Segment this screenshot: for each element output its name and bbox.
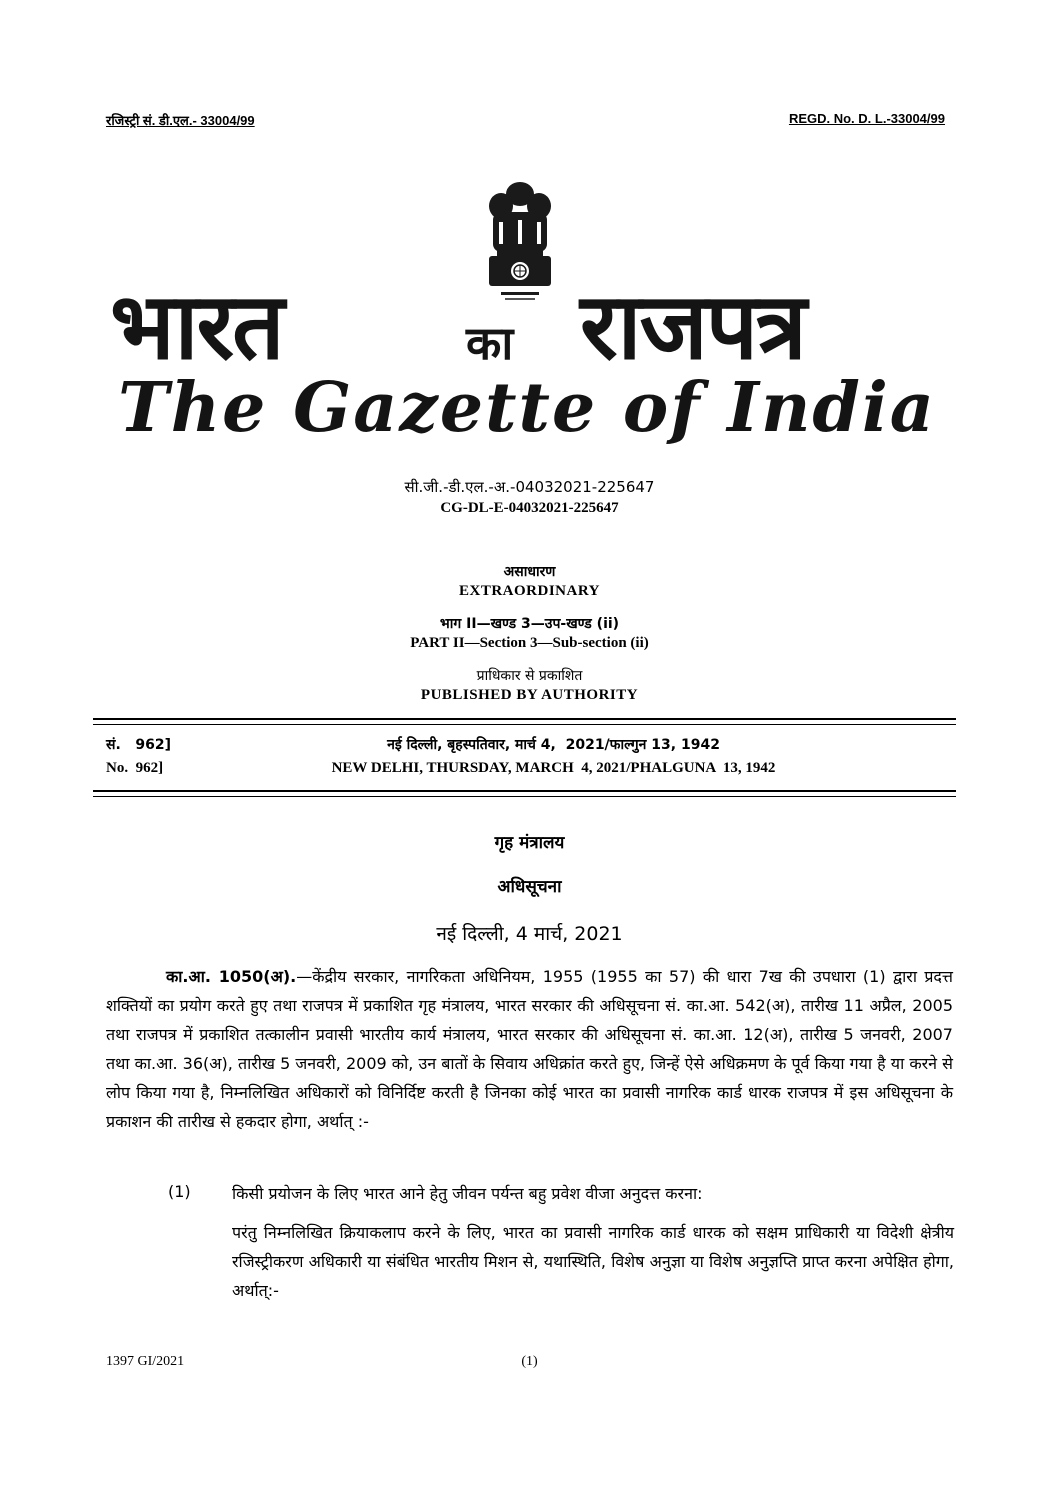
bottom-divider	[93, 790, 956, 792]
bottom-divider-thin	[93, 796, 956, 797]
masthead-hindi-rajpatra: राजपत्र	[580, 273, 805, 380]
notification-place-date: नई दिल्ली, 4 मार्च, 2021	[436, 923, 623, 945]
published-by-authority-hindi: प्राधिकार से प्रकाशित	[476, 668, 583, 684]
published-by-authority-english: PUBLISHED BY AUTHORITY	[420, 687, 639, 703]
issue-number-english: No. 962]	[106, 760, 164, 776]
list-item-text: किसी प्रयोजन के लिए भारत आने हेतु जीवन पर्यन्त बहु प्रवेश वीजा अनुदत्त करना:	[232, 1184, 703, 1203]
masthead-hindi	[110, 273, 950, 380]
top-divider-thin	[93, 724, 956, 725]
masthead-hindi-bharat: भारत	[110, 273, 283, 380]
extraordinary-hindi: असाधारण	[503, 564, 556, 580]
notification-paragraph	[106, 962, 953, 1136]
issue-number-hindi: सं. 962]	[106, 737, 172, 753]
notification-title: अधिसूचना	[497, 877, 562, 897]
registration-number-english: REGD. No. D. L.-33004/99	[788, 111, 945, 126]
order-number: का.आ. 1050(अ).	[166, 967, 297, 986]
part-section-hindi: भाग II—खण्ड 3—उप-खण्ड (ii)	[439, 616, 620, 632]
extraordinary-english: EXTRAORDINARY	[459, 583, 600, 599]
top-divider	[93, 718, 956, 720]
footer-print-code: 1397 GI/2021	[106, 1354, 185, 1369]
paragraph-text: —केंद्रीय सरकार, नागरिकता अधिनियम, 1955 (1955 का 57) की धारा 7ख की उपधारा (1) द्वारा प्रदत्त शक्तियों का प्रयोग करते हुए तथा राजपत्र में प्रकाशित गृह मंत्रालय, भारत सरकार की अधिसूचना सं. का.आ. 542(अ), तारीख 11 अप्रैल, 2005 तथा राजपत्र में प्रकाशित तत्कालीन प्रवासी भारतीय कार्य मंत्रालय, भारत सरकार की अधिसूचना सं. का.आ. 12(अ), तारीख 5 जनवरी, 2007 तथा का.आ. 36(अ), तारीख 5 जनवरी, 2009 को, उन बातों के सिवाय अधिक्रांत करते हुए, जिन्हें ऐसे अधिक्रमण के पूर्व किया गया है या करने से लोप किया गया है, निम्नलिखित अधिकारों को विनिर्दिष्ट करती है जिनका कोई भारत का प्रवासी नागरिक कार्ड धारक राजपत्र में इस अधिसूचना के प्रकाशन की तारीख से हकदार होगा, अर्थात् :-	[106, 967, 953, 1131]
issue-date-english: NEW DELHI, THURSDAY, MARCH 4, 2021/PHALGUNA 13, 1942	[331, 760, 776, 776]
registration-number-hindi: रजिस्ट्री सं. डी.एल.- 33004/99	[106, 113, 255, 128]
issue-date-hindi: नई दिल्ली, बृहस्पतिवार, मार्च 4, 2021/फाल्गुन 13, 1942	[387, 737, 720, 753]
list-item-number: (1)	[168, 1182, 191, 1201]
masthead-english: The Gazette of India	[118, 368, 936, 448]
proviso-paragraph: परंतु निम्नलिखित क्रियाकलाप करने के लिए, भारत का प्रवासी नागरिक कार्ड धारक को सक्षम प्राधिकारी या विदेशी क्षेत्रीय रजिस्ट्रीकरण अधिकारी या संबंधित भारतीय मिशन से, यथास्थिति, विशेष अनुज्ञा या विशेष अनुज्ञप्ति प्राप्त करना अपेक्षित होगा, अर्थात्:-	[232, 1223, 954, 1300]
gazette-code-english: CG-DL-E-04032021-225647	[440, 500, 619, 516]
ministry-title: गृह मंत्रालय	[494, 833, 565, 853]
masthead-hindi-ka: का	[466, 316, 514, 370]
part-section-english: PART II—Section 3—Sub-section (ii)	[410, 635, 649, 651]
gazette-code-hindi: सी.जी.-डी.एल.-अ.-04032021-225647	[404, 478, 655, 496]
page-number: (1)	[521, 1354, 538, 1369]
